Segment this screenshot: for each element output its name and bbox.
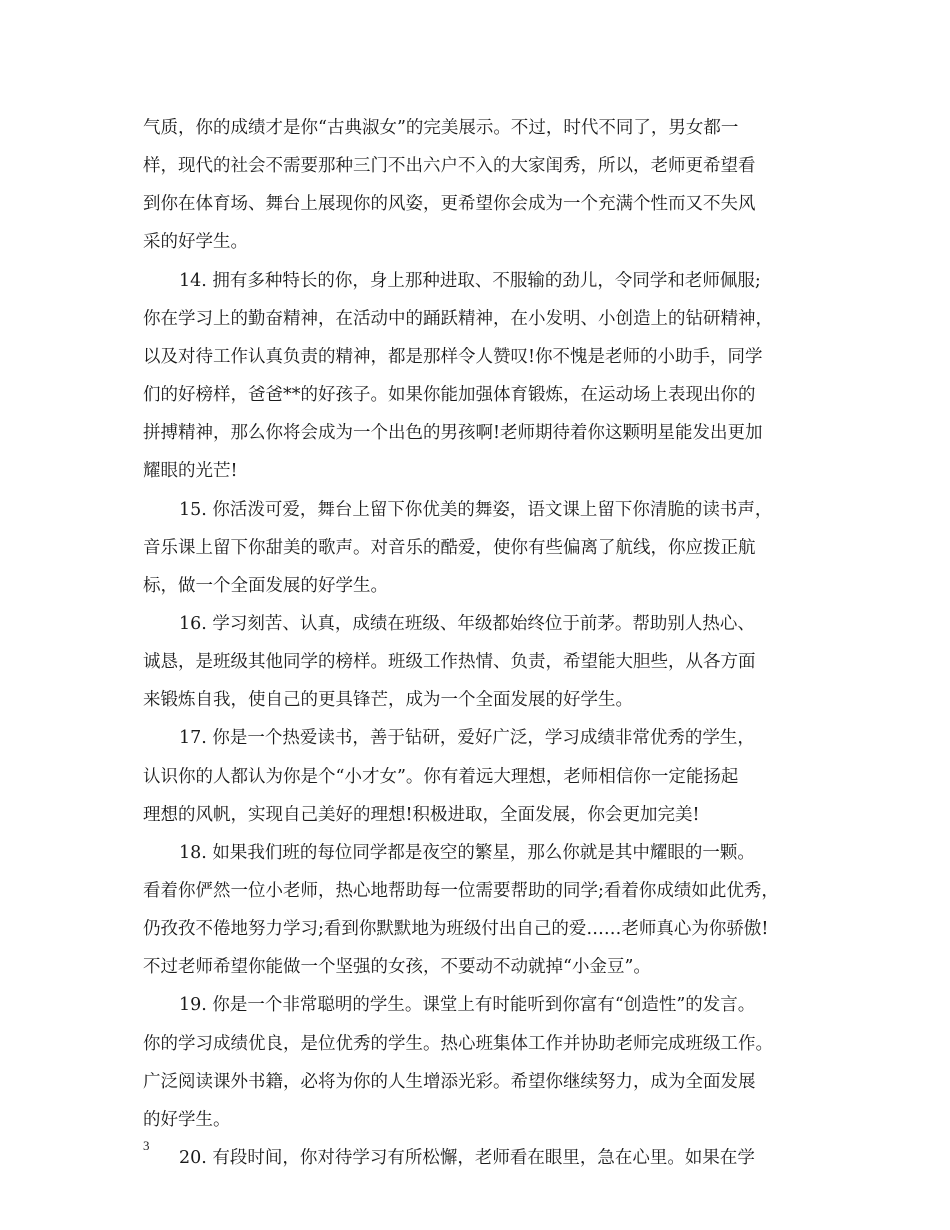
text-line: 到你在体育场、舞台上展现你的风姿，更希望你会成为一个充满个性而又不失风 bbox=[143, 194, 756, 214]
paragraph-16-start: 16. 学习刻苦、认真，成绩在班级、年级都始终位于前茅。帮助别人热心、 bbox=[179, 614, 755, 634]
text-line: 采的好学生。 bbox=[143, 232, 248, 252]
text-line: 来锻炼自我，使自己的更具锋芒，成为一个全面发展的好学生。 bbox=[143, 690, 633, 710]
text-line: 样，现代的社会不需要那种三门不出六户不入的大家闺秀，所以，老师更希望看 bbox=[143, 156, 756, 176]
text-line: 们的好榜样，爸爸**的好孩子。如果你能加强体育锻炼，在运动场上表现出你的 bbox=[143, 385, 756, 405]
text-line: 气质，你的成绩才是你“古典淑女”的完美展示。不过，时代不同了，男女都一 bbox=[143, 118, 739, 138]
text-line: 耀眼的光芒! bbox=[143, 461, 238, 481]
paragraph-19-start: 19. 你是一个非常聪明的学生。课堂上有时能听到你富有“创造性”的发言。 bbox=[179, 995, 756, 1015]
text-line: 以及对待工作认真负责的精神，都是那样令人赞叹!你不愧是老师的小助手，同学 bbox=[143, 347, 763, 367]
paragraph-20-start: 20. 有段时间，你对待学习有所松懈，老师看在眼里，急在心里。如果在学 bbox=[179, 1148, 755, 1168]
text-line: 拼搏精神，那么你将会成为一个出色的男孩啊!老师期待着你这颗明星能发出更加 bbox=[143, 423, 763, 443]
text-line: 仍孜孜不倦地努力学习;看到你默默地为班级付出自己的爱……老师真心为你骄傲! bbox=[143, 919, 769, 939]
paragraph-18-start: 18. 如果我们班的每位同学都是夜空的繁星，那么你就是其中耀眼的一颗。 bbox=[179, 843, 755, 863]
text-line: 诚恳，是班级其他同学的榜样。班级工作热情、负责，希望能大胆些，从各方面 bbox=[143, 652, 756, 672]
text-line: 的好学生。 bbox=[143, 1110, 231, 1130]
text-line: 不过老师希望你能做一个坚强的女孩，不要动不动就掉“小金豆”。 bbox=[143, 957, 651, 977]
text-line: 标，做一个全面发展的好学生。 bbox=[143, 576, 388, 596]
paragraph-17-start: 17. 你是一个热爱读书，善于钻研，爱好广泛，学习成绩非常优秀的学生， bbox=[179, 728, 755, 748]
text-line: 理想的风帆，实现自己美好的理想!积极进取，全面发展，你会更加完美! bbox=[143, 805, 700, 825]
text-line: 广泛阅读课外书籍，必将为你的人生增添光彩。希望你继续努力，成为全面发展 bbox=[143, 1072, 756, 1092]
page-number: 3 bbox=[143, 1138, 150, 1153]
text-line: 看着你俨然一位小老师，热心地帮助每一位需要帮助的同学;看着你成绩如此优秀， bbox=[143, 881, 779, 901]
paragraph-14-start: 14. 拥有多种特长的你，身上那种进取、不服输的劲儿，令同学和老师佩服; bbox=[179, 271, 761, 291]
paragraph-15-start: 15. 你活泼可爱，舞台上留下你优美的舞姿，语文课上留下你清脆的读书声， bbox=[179, 500, 773, 520]
text-line: 音乐课上留下你甜美的歌声。对音乐的酷爱，使你有些偏离了航线，你应拨正航 bbox=[143, 538, 756, 558]
text-line: 你的学习成绩优良，是位优秀的学生。热心班集体工作并协助老师完成班级工作。 bbox=[143, 1034, 773, 1054]
text-line: 认识你的人都认为你是个“小才女”。你有着远大理想，老师相信你一定能扬起 bbox=[143, 767, 739, 787]
text-line: 你在学习上的勤奋精神，在活动中的踊跃精神，在小发明、小创造上的钻研精神， bbox=[143, 309, 773, 329]
